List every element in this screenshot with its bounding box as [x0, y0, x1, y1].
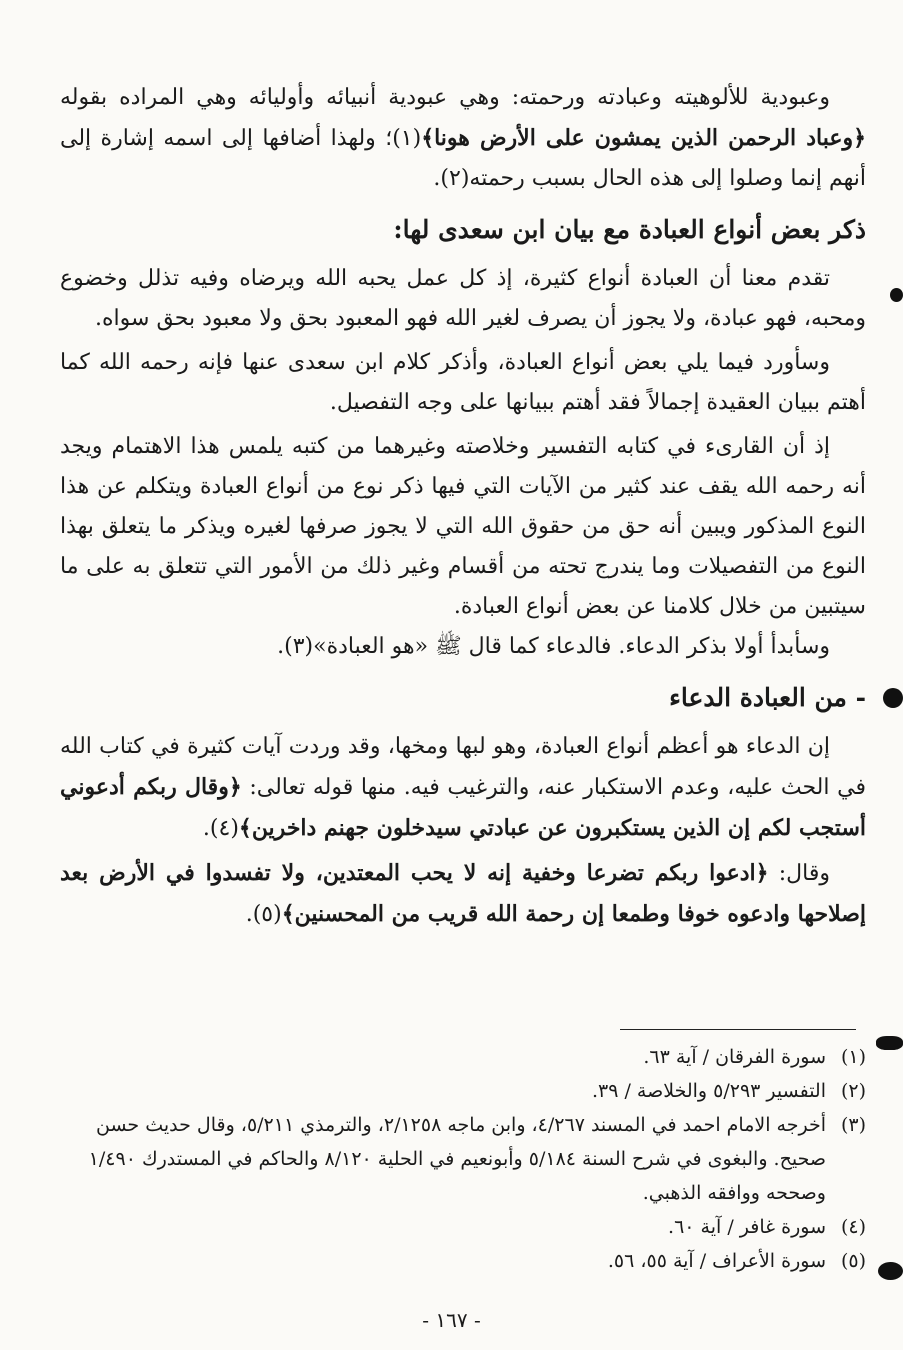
- footnote-text: سورة الفرقان / آية ٦٣.: [643, 1046, 826, 1068]
- section-heading-1: ذكر بعض أنواع العبادة مع بيان ابن سعدى لها:: [393, 215, 866, 244]
- footnote-text: أخرجه الامام احمد في المسند ٤/٢٦٧، وابن ماجه ٢/١٢٥٨، والترمذي ٥/٢١١، وقال حديث حسن صحيح. والبغوى في شرح السنة ٥/١٨٤ وأبونعيم في الحلية ٨/١٢٠ والحاكم في المستدرك ١/٤٩٠ وصححه ووافقه الذهبي.: [88, 1114, 826, 1204]
- footnote-text: التفسير ٥/٢٩٣ والخلاصة / ٣٩.: [591, 1080, 826, 1102]
- footnote-number: (١): [840, 1046, 866, 1068]
- paragraph-7: [60, 853, 866, 935]
- footnotes: [60, 1040, 866, 1278]
- paragraph-7-rest: (٥).: [245, 902, 282, 927]
- footnote-text: سورة الأعراف / آية ٥٥، ٥٦.: [607, 1250, 826, 1272]
- page-number: - ١٦٧ -: [422, 1308, 481, 1332]
- footnote-number: (٤): [840, 1216, 866, 1238]
- paragraph-1: [60, 78, 866, 199]
- paragraph-7-text: وقال:: [778, 861, 831, 886]
- scan-blot: [878, 1262, 903, 1280]
- footnote-4: [60, 1210, 866, 1244]
- paragraph-6-text: إن الدعاء هو أعظم أنواع العبادة، وهو لبها ومخها، وقد وردت آيات كثيرة في كتاب الله في الحث عليه، وعدم الاستكبار عنه، والترغيب فيه. منها قوله تعالى:: [60, 734, 866, 800]
- footnote-number: (٥): [840, 1250, 866, 1272]
- quran-verse-3: ﴿ادعوا ربكم تضرعا وخفية إنه لا يحب المعتدين، ولا تفسدوا في الأرض بعد إصلاحها وادعوه خوفا وطمعا إن رحمة الله قريب من المحسنين﴾: [60, 860, 866, 927]
- section-heading-2: - من العبادة الدعاء: [669, 683, 866, 712]
- paragraph-6: [60, 727, 866, 849]
- footnote-5: [60, 1244, 866, 1278]
- quran-verse-1: ﴿وعباد الرحمن الذين يمشون على الأرض هونا﴾: [421, 125, 866, 151]
- scan-blot: [883, 688, 903, 708]
- paragraph-3: [60, 343, 866, 423]
- paragraph-2-text: تقدم معنا أن العبادة أنواع كثيرة، إذ كل عمل يحبه الله ويرضاه وفيه تذلل وخضوع ومحبه، فهو عبادة، ولا يجوز أن يصرف لغير الله فهو المعبود بحق ولا معبود بحق سواه.: [60, 266, 866, 331]
- paragraph-4-text: إذ أن القارىء في كتابه التفسير وخلاصته وغيرهما من كتبه يلمس هذا الاهتمام ويجد أنه رحمه الله يقف عند كثير من الآيات التي فيها ذكر نوع من أنواع العبادة ويتكلم عن هذا النوع المذكور ويبين أنه حق من حقوق الله التي لا يجوز صرفها لغيره ويذكر ما يتعلق بهذا النوع من التفصيلات وما يندرج تحته من أقسام وغير ذلك من الأمور التي تتعلق به على ما سيتبين من خلال كلامنا عن بعض أنواع العبادة.: [60, 434, 866, 619]
- footnote-text: سورة غافر / آية ٦٠.: [668, 1216, 826, 1238]
- paragraph-5: [60, 627, 866, 667]
- scan-blot: [876, 1036, 903, 1050]
- paragraph-5-text: وسأبدأ أولا بذكر الدعاء. فالدعاء كما قال ﷺ «هو العبادة»(٣).: [277, 634, 830, 659]
- footnote-2: [60, 1074, 866, 1108]
- paragraph-1-text: وعبودية للألوهيته وعبادته ورحمته: وهي عبودية أنبيائه وأوليائه وهي المراده بقوله: [60, 85, 830, 110]
- scan-blot: [890, 288, 903, 302]
- footnote-1: [60, 1040, 866, 1074]
- quran-verse-2: ﴿وقال ربكم أدعوني أستجب لكم إن الذين يستكبرون عن عبادتي سيدخلون جهنم داخرين﴾: [60, 774, 866, 841]
- paragraph-4: [60, 427, 866, 627]
- footnote-number: (٣): [840, 1114, 866, 1136]
- footnote-divider: [620, 1029, 856, 1030]
- footnote-number: (٢): [840, 1080, 866, 1102]
- paragraph-2: [60, 259, 866, 339]
- paragraph-1-rest: (١)؛ ولهذا أضافها إلى اسمه إشارة إلى أنهم إنما وصلوا إلى هذه الحال بسبب رحمته(٢).: [60, 126, 866, 191]
- footnote-3: [60, 1108, 866, 1210]
- paragraph-3-text: وسأورد فيما يلي بعض أنواع العبادة، وأذكر كلام ابن سعدى عنها فإنه رحمه الله كما أهتم ببيان العقيدة إجمالاً فقد أهتم ببيانها على وجه التفصيل.: [60, 350, 866, 415]
- main-text: [60, 78, 866, 935]
- paragraph-6-rest: (٤).: [202, 816, 239, 841]
